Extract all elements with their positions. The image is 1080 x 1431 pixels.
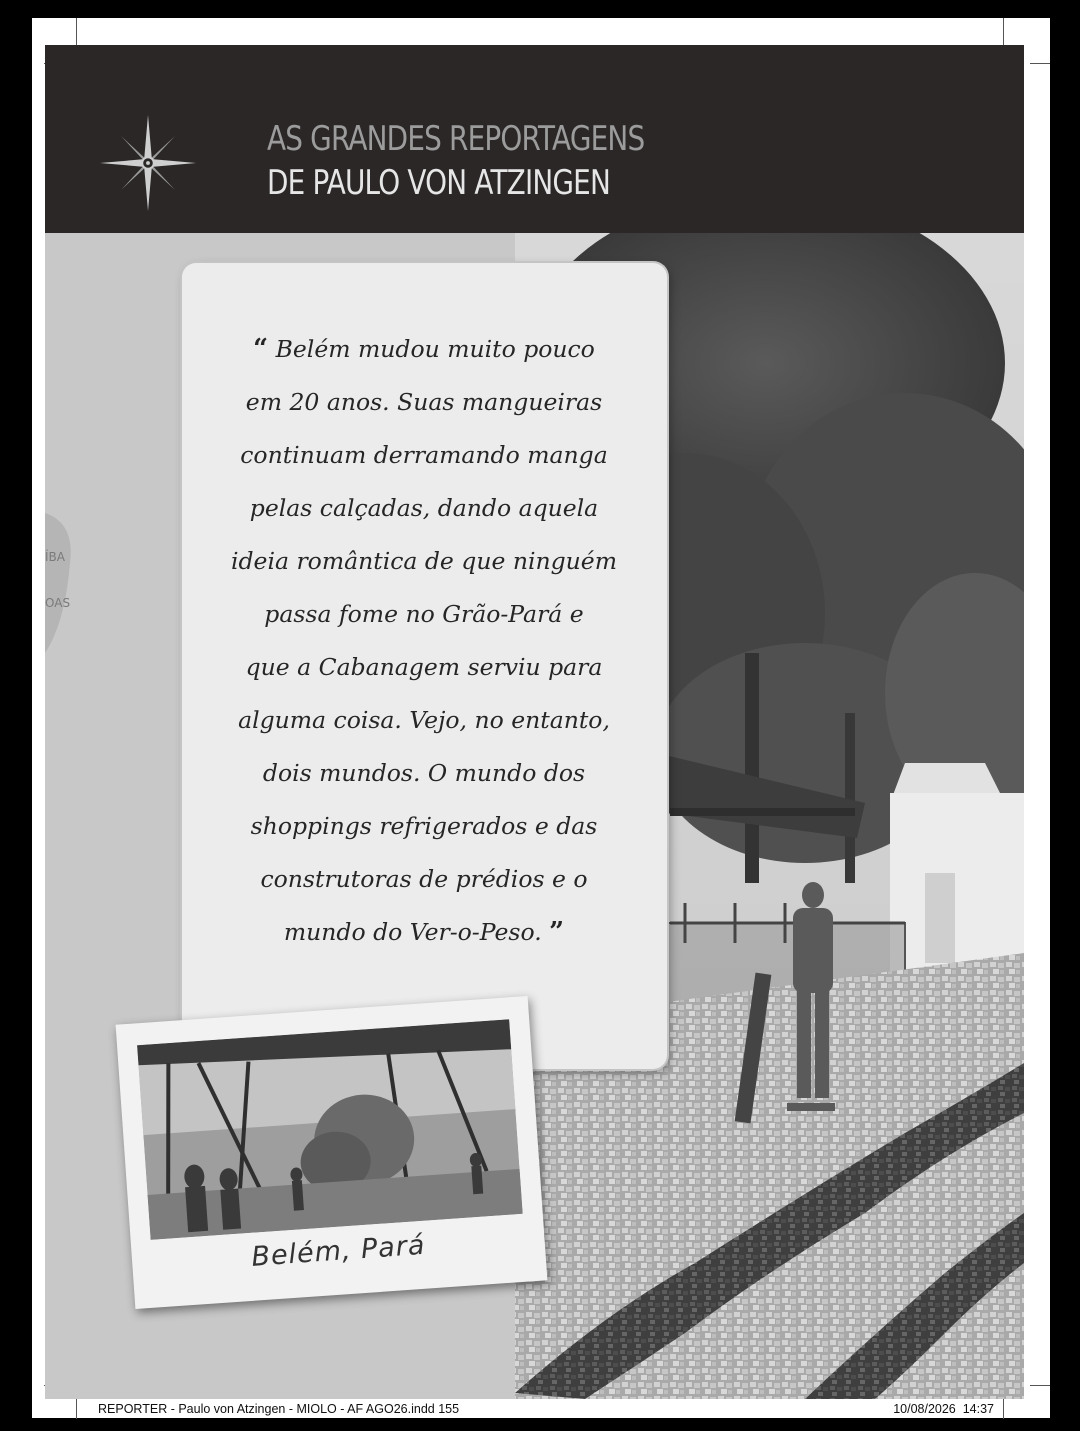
quote-line: continuam derramando manga (240, 441, 608, 469)
series-title-line-2: DE PAULO VON ATZINGEN (267, 163, 611, 203)
quote-line: que a Cabanagem serviu para (245, 653, 603, 681)
photo-caption: Belém, Pará (250, 1229, 427, 1273)
pull-quote (204, 323, 644, 959)
indesign-slug: REPORTER - Paulo von Atzingen - MIOLO - AF AGO26.indd 155 (98, 1402, 460, 1416)
magazine-page (45, 45, 1024, 1399)
map-label: OAS (45, 596, 71, 610)
quote-line: ideia romântica de que ninguém (230, 547, 617, 575)
crop-mark (1003, 18, 1004, 48)
series-title (267, 117, 644, 205)
quote-line: mundo do Ver-o-Peso. (283, 918, 542, 946)
polaroid-photo-frame (116, 996, 548, 1309)
quote-line: passa fome no Grão-Pará e (264, 600, 584, 628)
quote-line: pelas calçadas, dando aquela (249, 494, 599, 522)
quote-line: em 20 anos. Suas mangueiras (245, 388, 603, 416)
close-quote-mark: ” (549, 917, 565, 947)
print-timestamp (893, 1402, 994, 1416)
series-header (45, 45, 1024, 233)
crop-mark (1030, 1385, 1050, 1386)
compass-rose-icon (100, 115, 196, 211)
quote-line: alguma coisa. Vejo, no entanto, (238, 706, 610, 734)
quote-line: Belém mudou muito pouco (275, 335, 595, 363)
open-quote-mark: “ (253, 334, 269, 364)
quote-card (182, 263, 667, 1069)
crop-mark (76, 18, 77, 48)
quote-line: dois mundos. O mundo dos (262, 759, 586, 787)
ver-o-peso-photo (137, 1019, 523, 1240)
quote-line: construtoras de prédios e o (260, 865, 588, 893)
map-label: ÍBA (45, 550, 65, 564)
series-title-line-1: AS GRANDES REPORTAGENS (267, 119, 645, 159)
crop-mark (1030, 63, 1050, 64)
quote-line: shoppings refrigerados e das (250, 812, 598, 840)
print-time: 14:37 (962, 1402, 994, 1416)
print-date: 10/08/2026 (893, 1402, 956, 1416)
